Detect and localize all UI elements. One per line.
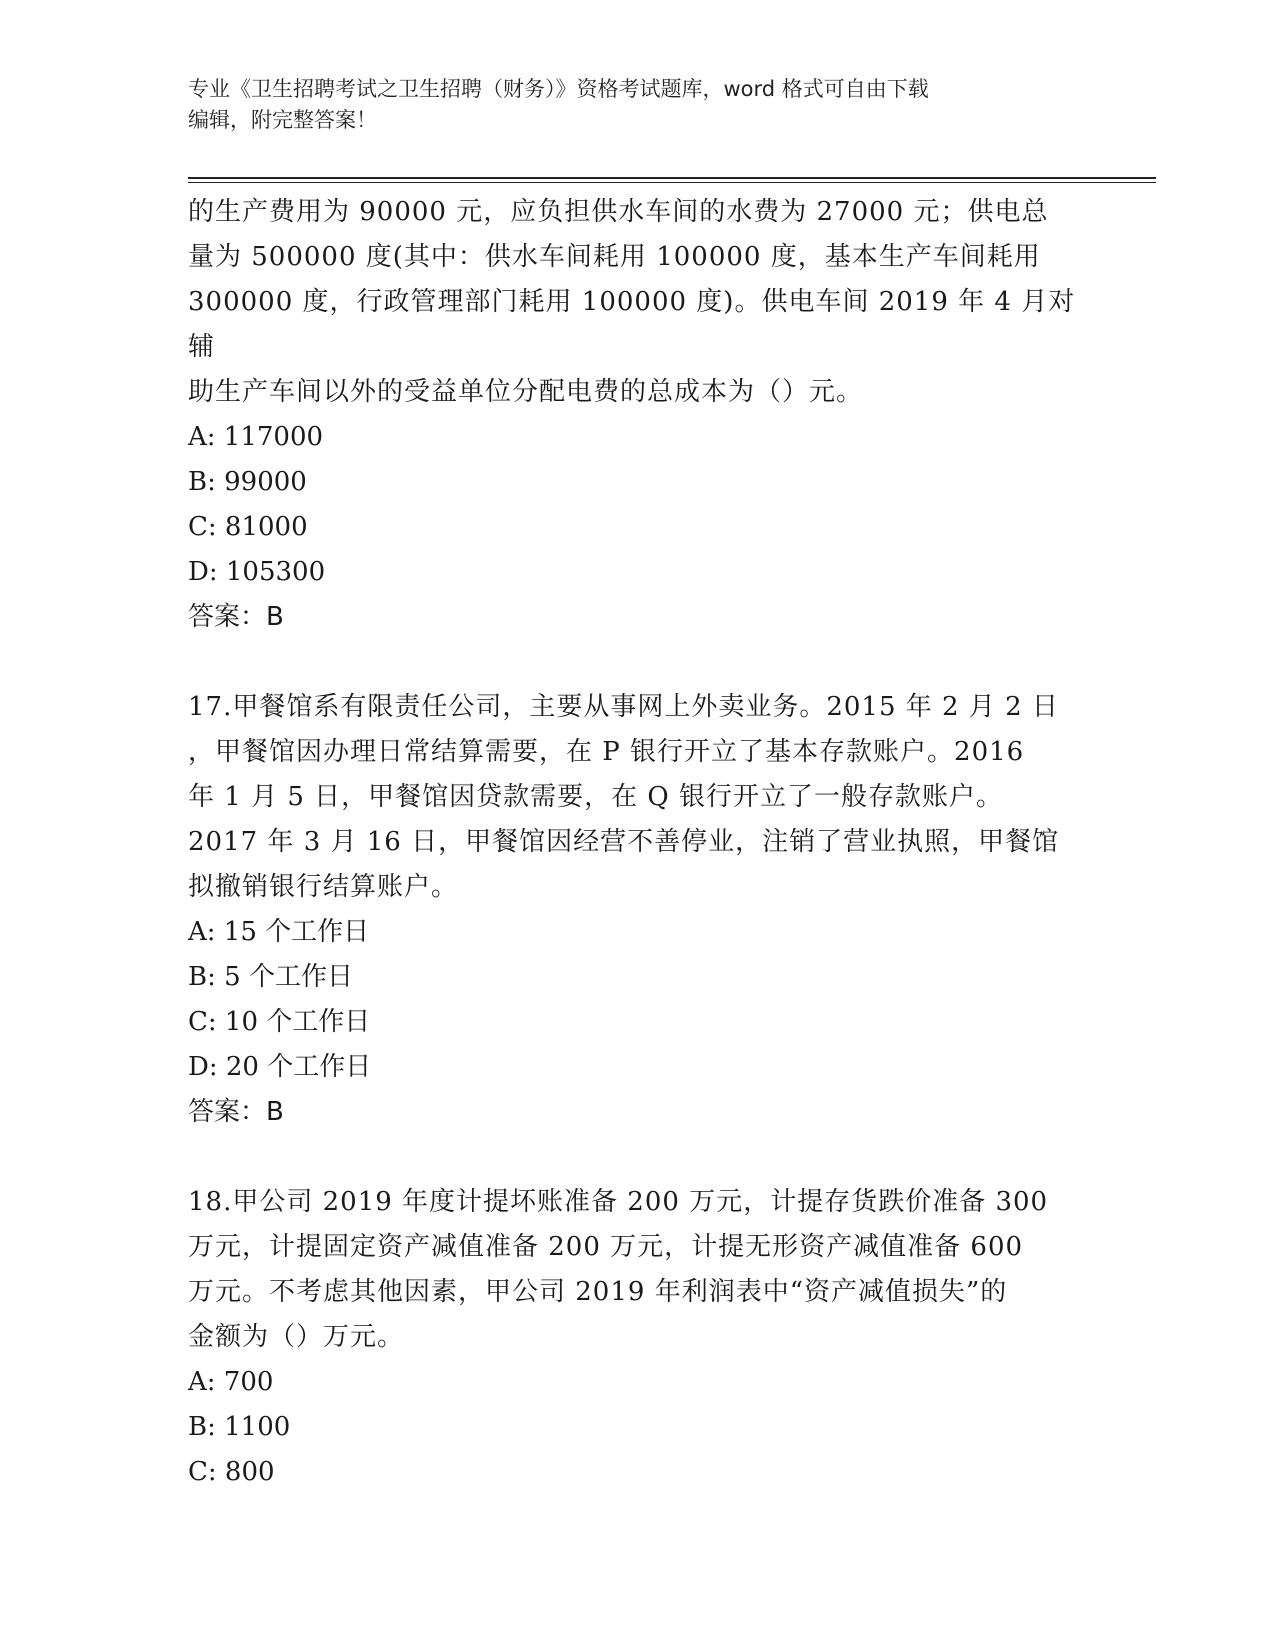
- question-text-line: 300000 度，行政管理部门耗用 100000 度)。供电车间 2019 年 4 月对辅: [188, 287, 1076, 362]
- question-text-line: 18.甲公司 2019 年度计提坏账准备 200 万元，计提存货跌价准备 300: [188, 1187, 1049, 1217]
- header-divider-thick: [188, 177, 1156, 179]
- question-text-line: 助生产车间以外的受益单位分配电费的总成本为（）元。: [188, 377, 864, 407]
- document-header: [188, 74, 1088, 136]
- question-text-line: 年 1 月 5 日，甲餐馆因贷款需要，在 Q 银行开立了一般存款账户。: [188, 782, 1003, 812]
- question-text-line: ，甲餐馆因办理日常结算需要，在 P 银行开立了基本存款账户。2016: [188, 737, 1025, 767]
- answer: 答案：B: [188, 1097, 284, 1127]
- header-line-1: 专业《卫生招聘考试之卫生招聘（财务）》资格考试题库，word 格式可自由下载: [188, 77, 929, 101]
- question-17: [188, 685, 1088, 1135]
- answer: 答案：B: [188, 602, 284, 632]
- option-a: A: 700: [188, 1367, 274, 1397]
- option-a: A: 117000: [188, 422, 324, 452]
- question-16: [188, 190, 1088, 640]
- option-d: D: 20 个工作日: [188, 1052, 372, 1082]
- option-c: C: 10 个工作日: [188, 1007, 371, 1037]
- question-18: [188, 1180, 1088, 1495]
- option-c: C: 800: [188, 1457, 275, 1487]
- option-b: B: 99000: [188, 467, 307, 497]
- question-text-line: 的生产费用为 90000 元，应负担供水车间的水费为 27000 元；供电总: [188, 197, 1049, 227]
- option-b: B: 1100: [188, 1412, 291, 1442]
- question-text-line: 拟撤销银行结算账户。: [188, 872, 459, 902]
- question-17-text: [188, 685, 1088, 910]
- question-18-text: [188, 1180, 1088, 1360]
- question-text-line: 万元，计提固定资产减值准备 200 万元，计提无形资产减值准备 600: [188, 1232, 1024, 1262]
- option-b: B: 5 个工作日: [188, 962, 353, 992]
- document-body: [188, 190, 1088, 1495]
- option-c: C: 81000: [188, 512, 308, 542]
- question-text-line: 2017 年 3 月 16 日，甲餐馆因经营不善停业，注销了营业执照，甲餐馆: [188, 827, 1060, 857]
- question-text-line: 量为 500000 度(其中：供水车间耗用 100000 度，基本生产车间耗用: [188, 242, 1041, 272]
- question-text-line: 万元。不考虑其他因素，甲公司 2019 年利润表中“资产减值损失”的: [188, 1277, 1008, 1307]
- option-a: A: 15 个工作日: [188, 917, 370, 947]
- header-line-2: 编辑，附完整答案！: [188, 108, 377, 132]
- question-text-line: 金额为（）万元。: [188, 1322, 405, 1352]
- question-text-line: 17.甲餐馆系有限责任公司，主要从事网上外卖业务。2015 年 2 月 2 日: [188, 692, 1059, 722]
- question-16-text: [188, 190, 1088, 415]
- header-divider-thin: [188, 182, 1156, 183]
- option-d: D: 105300: [188, 557, 326, 587]
